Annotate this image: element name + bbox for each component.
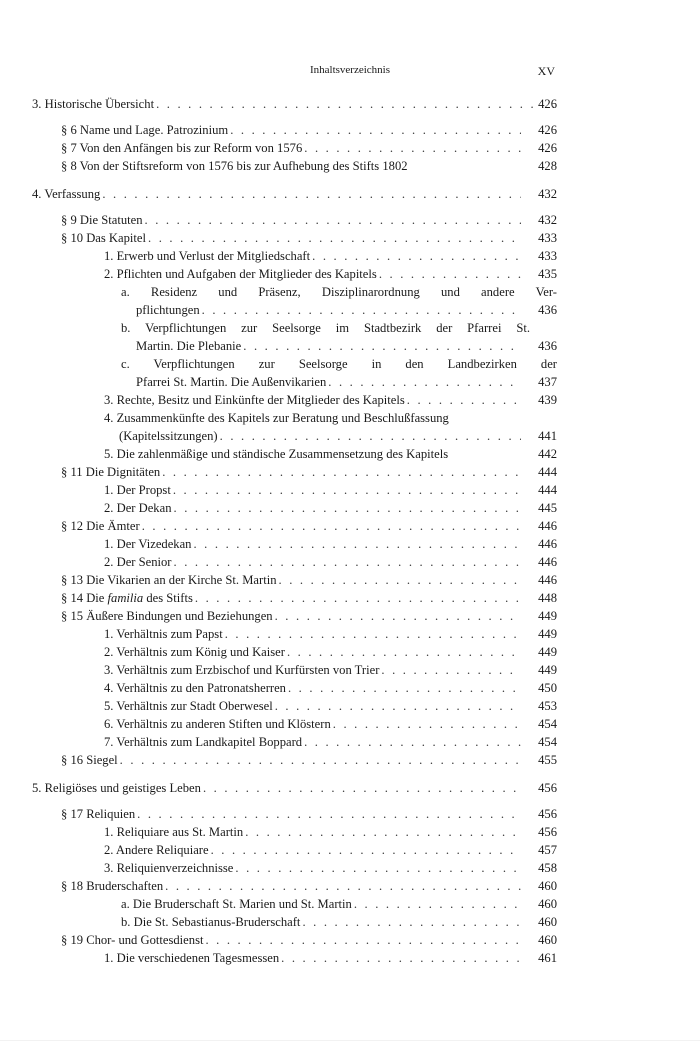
leader-dots (174, 499, 522, 517)
toc-entry-text: § 11 Die Dignitäten (61, 465, 161, 479)
toc-entry-page: 445 (538, 501, 557, 515)
toc-entry-text: § 19 Chor- und Gottesdienst (61, 933, 204, 947)
toc-entry-page: 426 (538, 97, 557, 111)
toc-section (0, 751, 700, 769)
toc-section (0, 139, 700, 157)
toc-entry-text: 3. Historische Übersicht (32, 97, 155, 111)
toc-section (0, 607, 700, 625)
toc-entry-text: Martin. Die Plebanie (136, 339, 242, 353)
leader-dots (288, 679, 521, 697)
toc-section (0, 589, 700, 607)
toc-subitem-continued (0, 373, 700, 391)
toc-entry-page: 439 (538, 393, 557, 407)
toc-entry-page: 448 (538, 591, 557, 605)
toc-entry-page: 444 (538, 465, 557, 479)
toc-chapter (0, 95, 700, 113)
toc-entry-text: 4. Zusammenkünfte des Kapitels zur Beratung und Beschlußfassung (104, 411, 449, 425)
toc-entry-text: 6. Verhältnis zu anderen Stiften und Klöstern (104, 717, 331, 731)
toc-entry-page: 460 (538, 879, 557, 893)
leader-dots (245, 823, 521, 841)
leader-dots (235, 859, 521, 877)
toc-entry-text: 1. Erwerb und Verlust der Mitgliedschaft (104, 249, 311, 263)
toc-subitem (0, 895, 700, 913)
toc-entry-page: 460 (538, 915, 557, 929)
toc-entry-text: (Kapitelssitzungen) (119, 429, 218, 443)
toc-entry-page: 433 (538, 231, 557, 245)
leader-dots (203, 779, 521, 797)
toc-entry-text: § 9 Die Statuten (61, 213, 143, 227)
toc-subitem (0, 319, 700, 337)
toc-entry-page: 446 (538, 519, 557, 533)
toc-subsection (0, 481, 700, 499)
toc-entry-text: § 17 Reliquien (61, 807, 136, 821)
toc-subsection (0, 949, 700, 967)
toc-entry-page: 426 (538, 141, 557, 155)
running-header (0, 64, 700, 80)
toc-section (0, 463, 700, 481)
leader-dots (156, 95, 555, 113)
leader-dots (275, 607, 521, 625)
toc-entry-page: 456 (538, 825, 557, 839)
toc-chapter (0, 779, 700, 797)
toc-subsection (0, 391, 700, 409)
leader-dots (102, 185, 521, 203)
toc-entry-page: 441 (538, 429, 557, 443)
leader-dots (193, 535, 521, 553)
leader-dots (137, 805, 521, 823)
toc-entry-text: 5. Die zahlenmäßige und ständische Zusammensetzung des Kapitels (104, 447, 449, 461)
leader-dots (304, 733, 521, 751)
toc-entry-text: 2. Pflichten und Aufgaben der Mitglieder des Kapitels (104, 267, 377, 281)
page-bottom-edge (0, 1040, 700, 1041)
toc-entry-page: 444 (538, 483, 557, 497)
toc-entry-text-prefix: § 14 Die (61, 591, 108, 605)
leader-dots (211, 841, 521, 859)
toc-section (0, 877, 700, 895)
toc-subsection (0, 661, 700, 679)
leader-dots (275, 697, 521, 715)
toc-entry-text: § 10 Das Kapitel (61, 231, 146, 245)
toc-section (0, 211, 700, 229)
toc-entry-text: 3. Rechte, Besitz und Einkünfte der Mitglieder des Kapitels (104, 393, 405, 407)
toc-entry-text-italic: familia (107, 591, 144, 605)
toc-subsection (0, 535, 700, 553)
toc-entry-text: 4. Verhältnis zu den Patronatsherren (104, 681, 286, 695)
toc-chapter (0, 185, 700, 203)
toc-entry-page: 437 (538, 375, 557, 389)
toc-entry-text: a. Die Bruderschaft St. Marien und St. Martin (121, 897, 352, 911)
leader-dots (142, 517, 521, 535)
toc-subitem-continued (0, 337, 700, 355)
toc-subsection (0, 643, 700, 661)
toc-entry-text: 3. Reliquienverzeichnisse (104, 861, 234, 875)
toc-entry-page: 446 (538, 555, 557, 569)
leader-dots (281, 949, 521, 967)
leader-dots (354, 895, 521, 913)
toc-entry-page: 428 (538, 159, 557, 173)
toc-section (0, 517, 700, 535)
toc-entry-page: 449 (538, 663, 557, 677)
leader-dots (302, 913, 521, 931)
leader-dots (279, 571, 522, 589)
header-page-number: XV (537, 64, 555, 78)
toc-entry-text: 4. Verfassung (32, 187, 101, 201)
leader-dots (407, 391, 521, 409)
toc-entry-text: 5. Verhältnis zur Stadt Oberwesel (104, 699, 273, 713)
leader-dots (174, 553, 521, 571)
toc-entry-text: 7. Verhältnis zum Landkapitel Boppard (104, 735, 303, 749)
toc-subsection (0, 679, 700, 697)
toc-subsection (0, 841, 700, 859)
toc-entry-text: b. Die St. Sebastianus-Bruderschaft (121, 915, 301, 929)
leader-dots (195, 589, 521, 607)
toc-subsection (0, 697, 700, 715)
toc-entry-page: 435 (538, 267, 557, 281)
toc-section (0, 931, 700, 949)
toc-subitem (0, 283, 700, 301)
toc-entry-page: 449 (538, 645, 557, 659)
toc-subitem-continued (0, 301, 700, 319)
toc-entry-page: 460 (538, 933, 557, 947)
toc-entry-text: b. Verpflichtungen zur Seelsorge im Stadtbezirk der Pfarrei St. (121, 321, 530, 335)
table-of-contents (0, 95, 700, 967)
toc-entry-page: 433 (538, 249, 557, 263)
toc-entry-page: 446 (538, 573, 557, 587)
toc-entry-page: 457 (538, 843, 557, 857)
toc-entry-page: 454 (538, 735, 557, 749)
toc-subsection (0, 733, 700, 751)
toc-subitem (0, 355, 700, 373)
leader-dots (225, 625, 521, 643)
toc-subsection (0, 625, 700, 643)
toc-entry-page: 442 (538, 447, 557, 461)
toc-entry-page: 456 (538, 807, 557, 821)
leader-dots (304, 139, 521, 157)
toc-entry-text: Pfarrei St. Martin. Die Außenvikarien (136, 375, 327, 389)
toc-entry-page: 446 (538, 537, 557, 551)
toc-entry-page: 458 (538, 861, 557, 875)
leader-dots (220, 427, 521, 445)
toc-entry-page: 436 (538, 339, 557, 353)
toc-entry-page: 432 (538, 187, 557, 201)
toc-subsection (0, 499, 700, 517)
toc-entry-text: § 13 Die Vikarien an der Kirche St. Martin (61, 573, 277, 587)
toc-subsection (0, 409, 700, 427)
toc-entry-page: 454 (538, 717, 557, 731)
header-title: Inhaltsverzeichnis (309, 64, 391, 76)
toc-entry-text: 1. Reliquiare aus St. Martin (104, 825, 244, 839)
leader-dots (287, 643, 521, 661)
toc-entry-page: 450 (538, 681, 557, 695)
toc-entry-text: a. Residenz und Präsenz, Disziplinarordnung und andere Ver- (121, 285, 557, 299)
toc-entry-page: 456 (538, 781, 557, 795)
leader-dots (173, 481, 521, 499)
leader-dots (379, 265, 521, 283)
leader-dots (381, 661, 521, 679)
toc-entry-text: 1. Der Propst (104, 483, 171, 497)
leader-dots (205, 931, 521, 949)
toc-entry-text: § 7 Von den Anfängen bis zur Reform von 1576 (61, 141, 303, 155)
toc-entry-page: 455 (538, 753, 557, 767)
leader-dots (312, 247, 521, 265)
toc-entry-page: 461 (538, 951, 557, 965)
toc-section (0, 805, 700, 823)
toc-entry-text: § 6 Name und Lage. Patrozinium (61, 123, 229, 137)
leader-dots (120, 751, 521, 769)
toc-entry-text: 1. Verhältnis zum Papst (104, 627, 223, 641)
toc-entry-text (61, 589, 193, 607)
toc-section (0, 229, 700, 247)
toc-entry-text: 2. Der Dekan (104, 501, 172, 515)
toc-entry-page: 436 (538, 303, 557, 317)
toc-entry-text-suffix: des Stifts (143, 591, 193, 605)
toc-entry-page: 449 (538, 609, 557, 623)
leader-dots (230, 121, 521, 139)
toc-subsection (0, 265, 700, 283)
leader-dots (148, 229, 521, 247)
leader-dots (165, 877, 521, 895)
toc-entry-text: 1. Der Vizedekan (104, 537, 192, 551)
toc-section (0, 157, 700, 175)
leader-dots (333, 715, 521, 733)
toc-entry-text: § 15 Äußere Bindungen und Beziehungen (61, 609, 273, 623)
toc-entry-text: § 12 Die Ämter (61, 519, 140, 533)
toc-subsection (0, 247, 700, 265)
toc-subsection (0, 553, 700, 571)
leader-dots (202, 301, 521, 319)
toc-subsection-continued (0, 427, 700, 445)
toc-entry-page: 426 (538, 123, 557, 137)
toc-entry-text: § 8 Von der Stiftsreform von 1576 bis zur Aufhebung des Stifts 1802 (61, 159, 408, 173)
toc-subsection (0, 715, 700, 733)
toc-entry-text: 3. Verhältnis zum Erzbischof und Kurfürsten von Trier (104, 663, 380, 677)
toc-entry-text: 5. Religiöses und geistiges Leben (32, 781, 201, 795)
toc-entry-text: 2. Verhältnis zum König und Kaiser (104, 645, 285, 659)
toc-section (0, 571, 700, 589)
toc-entry-text: 1. Die verschiedenen Tagesmessen (104, 951, 280, 965)
toc-entry-page: 453 (538, 699, 557, 713)
toc-subsection (0, 445, 700, 463)
leader-dots (243, 337, 521, 355)
toc-subsection (0, 859, 700, 877)
toc-entry-text: § 18 Bruderschaften (61, 879, 164, 893)
leader-dots (145, 211, 522, 229)
toc-subsection (0, 823, 700, 841)
toc-entry-text: pflichtungen (136, 303, 200, 317)
toc-entry-text: c. Verpflichtungen zur Seelsorge in den Landbezirken der (121, 357, 557, 371)
toc-entry-page: 449 (538, 627, 557, 641)
leader-dots (162, 463, 521, 481)
toc-entry-page: 432 (538, 213, 557, 227)
toc-subitem (0, 913, 700, 931)
toc-entry-text: 2. Der Senior (104, 555, 172, 569)
toc-entry-page: 460 (538, 897, 557, 911)
toc-section (0, 121, 700, 139)
leader-dots (328, 373, 521, 391)
toc-entry-text: 2. Andere Reliquiare (104, 843, 209, 857)
toc-entry-text: § 16 Siegel (61, 753, 118, 767)
